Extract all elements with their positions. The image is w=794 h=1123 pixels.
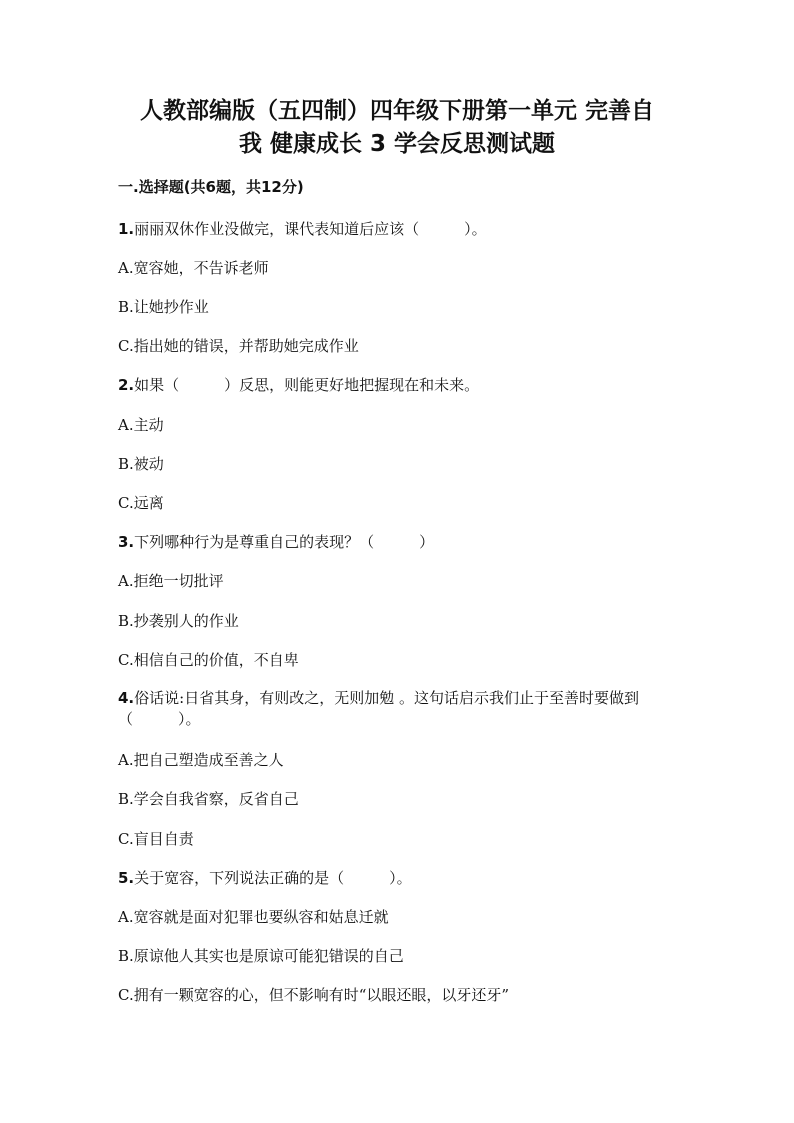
page-title: [0, 95, 794, 161]
option-4c: C.盲目自责: [118, 830, 194, 848]
question-2: [118, 374, 479, 396]
question-number: 2.: [118, 376, 135, 394]
question-3: [118, 531, 434, 553]
option-3b: B.抄袭别人的作业: [118, 612, 239, 630]
question-5: [118, 867, 412, 889]
option-3c: C.相信自己的价值，不自卑: [118, 651, 299, 669]
question-text: 关于宽容，下列说法正确的是（ ）。: [134, 869, 412, 887]
option-4a: A.把自己塑造成至善之人: [118, 751, 284, 769]
question-number: 3.: [118, 533, 135, 551]
option-1b: B.让她抄作业: [118, 298, 209, 316]
question-1: [118, 218, 487, 240]
question-number: 1.: [118, 220, 135, 238]
question-text: 如果（ ）反思，则能更好地把握现在和未来。: [134, 376, 480, 394]
option-1a: A.宽容她，不告诉老师: [118, 259, 269, 277]
title-line-2: 我 健康成长 3 学会反思测试题: [238, 131, 556, 157]
option-5b: B.原谅他人其实也是原谅可能犯错误的自己: [118, 947, 404, 965]
question-number: 5.: [118, 869, 135, 887]
question-4: [118, 688, 678, 730]
option-5c: C.拥有一颗宽容的心，但不影响有时“以眼还眼，以牙还牙”: [118, 986, 510, 1004]
title-line-1: 人教部编版（五四制）四年级下册第一单元 完善自: [139, 98, 654, 124]
section-heading: 一.选择题(共6题，共12分): [118, 178, 304, 196]
option-5a: A.宽容就是面对犯罪也要纵容和姑息迁就: [118, 908, 389, 926]
option-1c: C.指出她的错误，并帮助她完成作业: [118, 337, 359, 355]
option-2b: B.被动: [118, 455, 164, 473]
option-2c: C.远离: [118, 494, 164, 512]
question-text: 下列哪种行为是尊重自己的表现？（ ）: [134, 533, 435, 551]
question-text: 丽丽双休作业没做完，课代表知道后应该（ ）。: [134, 220, 487, 238]
option-3a: A.拒绝一切批评: [118, 572, 224, 590]
option-4b: B.学会自我省察，反省自己: [118, 790, 299, 808]
question-number: 4.: [118, 689, 135, 707]
option-2a: A.主动: [118, 416, 164, 434]
question-text: 俗话说:日省其身，有则改之，无则加勉 。这句话启示我们止于至善时要做到（ ）。: [118, 689, 639, 728]
